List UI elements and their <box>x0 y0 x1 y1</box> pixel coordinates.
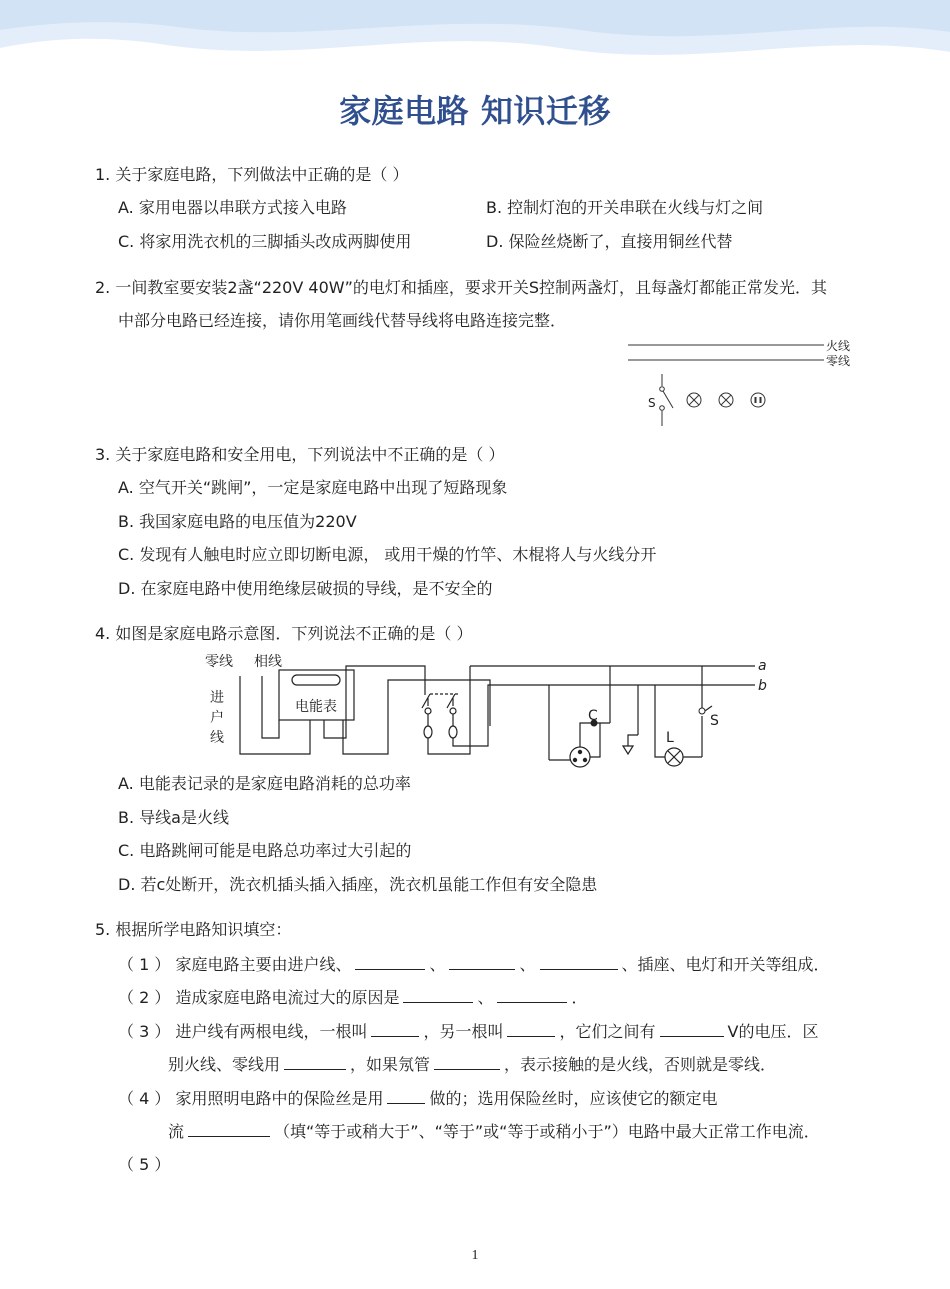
q4-phase-label: 相线 <box>254 654 282 670</box>
q2-lamp-2 <box>719 393 733 407</box>
q3-option-c: C. 发现有人触电时应立即切断电源， 或用干燥的竹竿、木棍将人与火线分开 <box>118 545 657 564</box>
q5-part-1-sep-1: 、 <box>429 955 446 974</box>
q5-part-2-blank-1[interactable] <box>403 987 473 1003</box>
q5-part-1-blank-1[interactable] <box>355 954 425 970</box>
q4-wire-b-label: b <box>758 678 767 694</box>
q1-option-c: C. 将家用洗衣机的三脚插头改成两脚使用 <box>118 232 412 251</box>
q5-part-3-text-3: ，它们之间有 <box>559 1022 656 1041</box>
q5-stem: 5. 根据所学电路知识填空： <box>95 920 292 939</box>
q5-part-3-blank-3[interactable] <box>660 1021 724 1037</box>
q5-part-1-sep-2: 、 <box>519 955 536 974</box>
q5-part-3-blank-4[interactable] <box>284 1054 346 1070</box>
q1-option-b: B. 控制灯泡的开关串联在火线与灯之间 <box>486 198 764 217</box>
q4-incoming-label-3: 线 <box>210 730 224 746</box>
q5-part-1-blank-2[interactable] <box>449 954 515 970</box>
q5-part-3-text-6: ，如果氖管 <box>350 1055 431 1074</box>
q5-part-3-blank-1[interactable] <box>371 1021 419 1037</box>
q4-option-d: D. 若c处断开，洗衣机插头插入插座，洗衣机虽能工作但有安全隐患 <box>118 875 598 894</box>
q4-lamp-label: L <box>666 730 674 746</box>
q5-part-1 <box>118 954 830 975</box>
q5-part-3-blank-5[interactable] <box>434 1054 500 1070</box>
q5-part-3-line1 <box>118 1021 818 1042</box>
q2-stem-line1: 2. 一间教室要安装2盏“220V 40W”的电灯和插座，要求开关S控制两盏灯，且每盏灯都能正常发光．其 <box>95 278 828 297</box>
q3-option-a: A. 空气开关“跳闸”，一定是家庭电路中出现了短路现象 <box>118 478 508 497</box>
q5-part-2-text: 造成家庭电路电流过大的原因是 <box>175 988 400 1007</box>
q5-part-1-text: 家庭电路主要由进户线、 <box>175 955 352 974</box>
q5-part-4-number: （ 4 ） <box>118 1089 171 1108</box>
q5-part-3-number: （ 3 ） <box>118 1022 171 1041</box>
q5-part-3-text-5: 别火线、零线用 <box>168 1055 281 1074</box>
q5-part-3-line2 <box>168 1054 776 1075</box>
q4-switch-label: S <box>710 713 719 729</box>
q4-option-a: A. 电能表记录的是家庭电路消耗的总功率 <box>118 774 411 793</box>
page-title: 家庭电路 知识迁移 <box>339 92 611 130</box>
q2-socket <box>751 393 765 407</box>
q5-part-4-blank-1[interactable] <box>387 1088 425 1104</box>
q5-part-4-line1 <box>118 1088 717 1109</box>
q1-option-a: A. 家用电器以串联方式接入电路 <box>118 198 347 217</box>
q5-part-5-number: （ 5 ） <box>118 1155 171 1174</box>
q2-live-wire-label: 火线 <box>826 339 851 353</box>
q1-stem: 1. 关于家庭电路，下列做法中正确的是（ ） <box>95 165 409 184</box>
q2-lamp-1 <box>687 393 701 407</box>
q4-stem: 4. 如图是家庭电路示意图．下列说法不正确的是（ ） <box>95 624 473 643</box>
q5-part-3-blank-2[interactable] <box>507 1021 555 1037</box>
q3-option-b: B. 我国家庭电路的电压值为220V <box>118 512 357 531</box>
q4-option-c: C. 电路跳闸可能是电路总功率过大引起的 <box>118 841 412 860</box>
q2-switch-label: S <box>648 396 656 410</box>
page-number: 1 <box>471 1248 479 1263</box>
q2-circuit-figure <box>620 334 870 434</box>
q5-part-3-text-1: 进户线有两根电线，一根叫 <box>175 1022 368 1041</box>
q5-part-4-line2 <box>168 1121 820 1142</box>
q5-part-4-text-2: 做的；选用保险丝时，应该使它的额定电 <box>429 1089 718 1108</box>
q4-incoming-label-1: 进 <box>210 690 224 706</box>
q5-part-2 <box>118 987 588 1008</box>
q2-neutral-wire-label: 零线 <box>826 354 851 368</box>
q5-part-4-blank-2[interactable] <box>188 1121 270 1137</box>
q3-stem: 3. 关于家庭电路和安全用电，下列说法中不正确的是（ ） <box>95 445 505 464</box>
q5-part-4-text-3: 流 <box>168 1122 185 1141</box>
q3-option-d: D. 在家庭电路中使用绝缘层破损的导线，是不安全的 <box>118 579 493 598</box>
q4-meter-label: 电能表 <box>295 699 337 715</box>
header-wave-decoration <box>0 0 950 70</box>
q5-part-3-text-7: ，表示接触的是火线，否则就是零线． <box>504 1055 777 1074</box>
q5-part-3-text-2: ，另一根叫 <box>423 1022 504 1041</box>
q4-circuit-figure <box>200 650 780 775</box>
q5-part-1-blank-3[interactable] <box>540 954 618 970</box>
q5-part-2-number: （ 2 ） <box>118 988 171 1007</box>
q1-option-d: D. 保险丝烧断了，直接用铜丝代替 <box>486 232 733 251</box>
q4-point-c-label: C <box>588 708 598 724</box>
q4-option-b: B. 导线a是火线 <box>118 808 229 827</box>
q5-part-2-text-end: ． <box>571 988 588 1007</box>
q4-incoming-label-2: 户 <box>210 710 224 726</box>
q2-stem-line2: 中部分电路已经连接，请你用笔画线代替导线将电路连接完整． <box>118 311 567 330</box>
q5-part-4-text-4: （填“等于或稍大于”、“等于”或“等于或稍小于”）电路中最大正常工作电流． <box>274 1122 820 1141</box>
q5-part-5 <box>118 1155 170 1175</box>
q5-part-1-text-end: 、插座、电灯和开关等组成． <box>621 955 830 974</box>
q5-part-1-number: （ 1 ） <box>118 955 171 974</box>
q5-part-4-text-1: 家用照明电路中的保险丝是用 <box>175 1089 384 1108</box>
q4-neutral-label: 零线 <box>205 654 233 670</box>
q5-part-3-text-4: V的电压．区 <box>727 1022 819 1041</box>
q4-wire-a-label: a <box>758 658 767 674</box>
q5-part-2-blank-2[interactable] <box>497 987 567 1003</box>
q5-part-2-sep: 、 <box>477 988 494 1007</box>
